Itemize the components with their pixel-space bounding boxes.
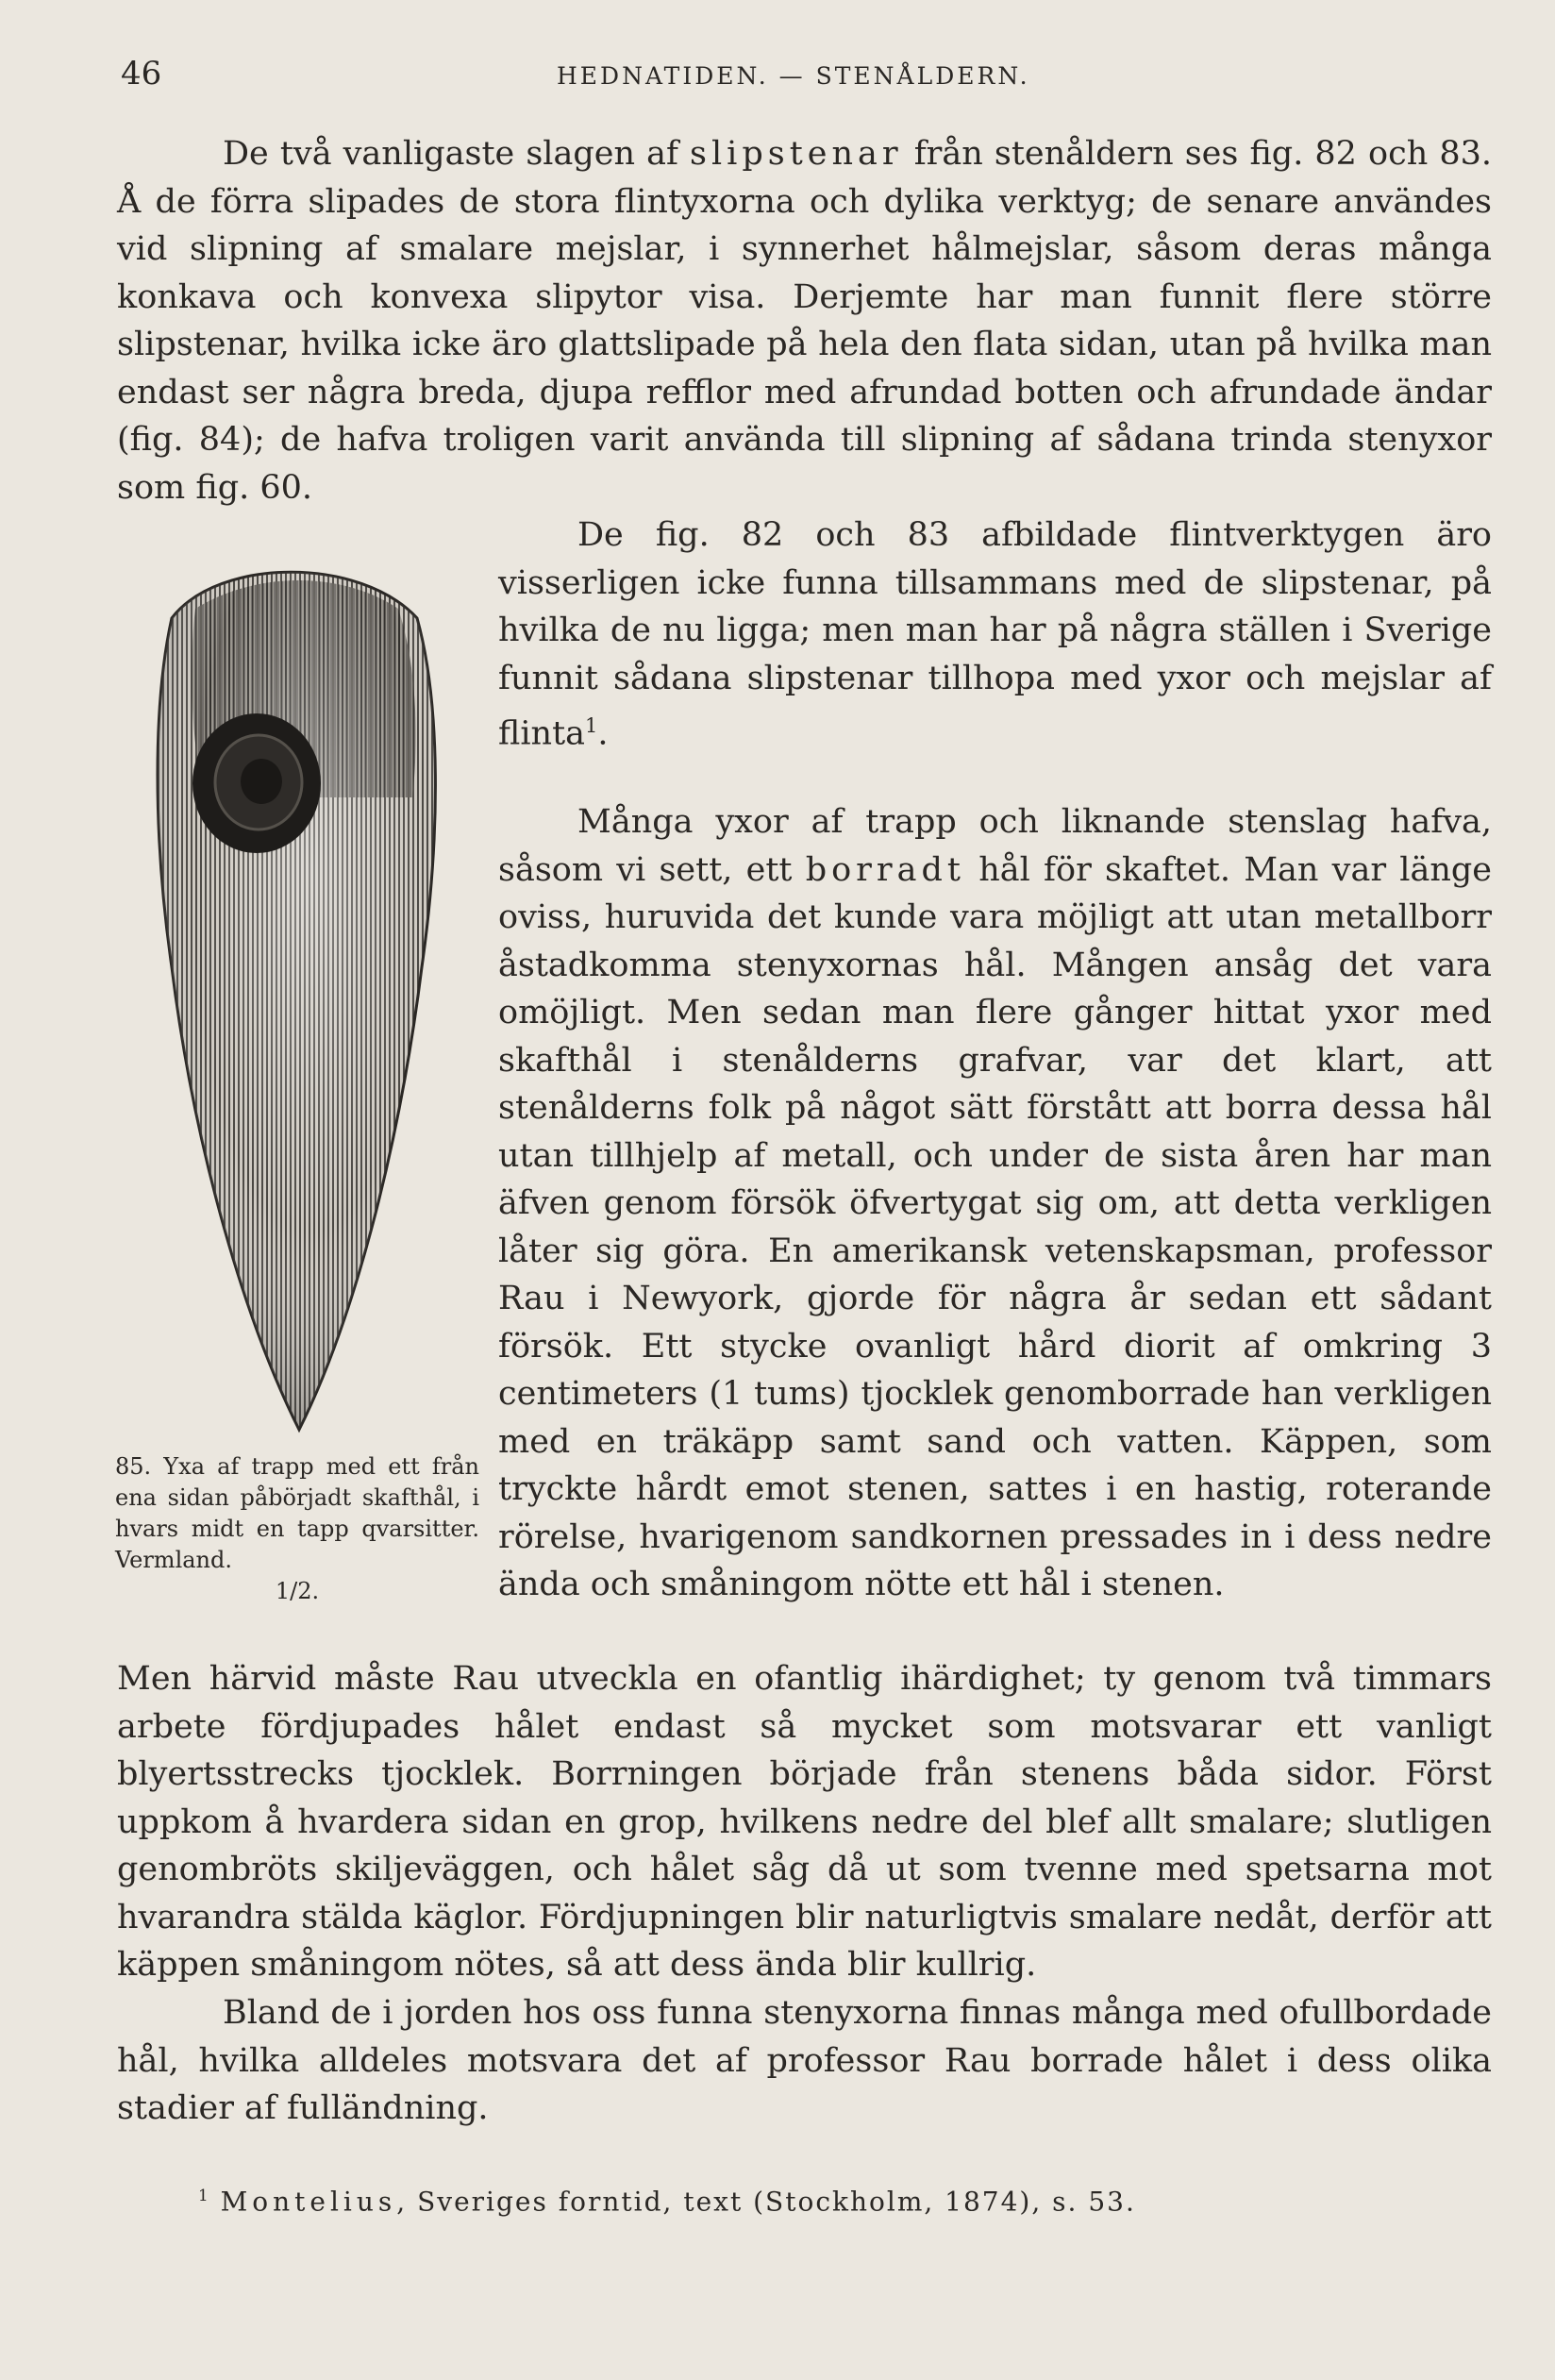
paragraph-4 bbox=[117, 1989, 1492, 2133]
footnote-ref: 1 bbox=[585, 714, 598, 737]
figure-caption bbox=[115, 1451, 479, 1607]
caption-scale: 1/2. bbox=[275, 1578, 320, 1604]
para3-start: Många yxor af trapp och liknande stenslag hafva, såsom vi sett, ett bbox=[498, 803, 1492, 889]
para1-rest: från stenåldern ses fig. 82 och 83. Å de förra slipades de stora flintyxorna och dylika verktyg; de senare användes vid slipning af smalare mejslar, i synnerhet hålmejslar, såsom deras många konkava och konvexa slipytor visa. Derjemte har man funnit flere större slipstenar, hvilka icke äro glattslipade på hela den flata sidan, utan på hvilka man endast ser några breda, djupa refflor med afrundad botten och afrundade ändar (fig. 84); de hafva troligen varit använda till slipning af sådana trinda stenyxor som fig. 60. bbox=[117, 135, 1492, 507]
para4-text: Bland de i jorden hos oss funna stenyxorna finnas många med ofullbordade hål, hvilka alldeles motsvara det af professor Rau borrade hålet i dess olika stadier af fulländning. bbox=[117, 1994, 1492, 2127]
footnote-marker: 1 bbox=[198, 2186, 210, 2204]
page-number: 46 bbox=[121, 55, 162, 92]
running-head: HEDNATIDEN. — STENÅLDERN. bbox=[557, 62, 1030, 90]
stone-axe-illustration bbox=[115, 552, 483, 1439]
para3-rest: hål för skaftet. Man var länge oviss, huruvida det kunde vara möjligt att utan metallborr åstadkomma stenyxornas hål. Mången ansåg det vara omöjligt. Men sedan man flere gånger hittat yxor med skafthål i stenålderns grafvar, var det klart, att stenålderns folk på något sätt förstått att borra dessa hål utan tillhjelp af metall, och under de sista åren har man äfven genom försök öfvertygat sig om, att detta verkligen låter sig göra. En amerikansk vetenskapsman, professor Rau i Newyork, gjorde för några år sedan ett sådant försök. Ett stycke ovanligt hård diorit af omkring 3 centimeters (1 tums) tjocklek genomborrade han verkligen med en träkäpp samt sand och vatten. Käppen, som tryckte hårdt emot stenen, sattes i en hastig, roterande rörelse, hvarigenom sandkornen pressades in i dess nedre ända och småningom nötte ett hål i stenen. bbox=[498, 850, 1492, 1603]
para2-end: . bbox=[597, 714, 609, 753]
para3-emphasis: borradt bbox=[805, 850, 965, 889]
para2-text: De fig. 82 och 83 afbildade flintverktygen äro visserligen icke funna tillsammans med de slipstenar, på hvilka de nu ligga; men man har på några ställen i Sverige funnit sådana slipstenar tillhopa med yxor och mejslar af flinta bbox=[498, 516, 1492, 753]
footnote bbox=[198, 2186, 1425, 2217]
caption-text: 85. Yxa af trapp med ett från ena sidan påbörjadt skafthål, i hvars midt en tapp qvarsitter. Vermland. bbox=[115, 1453, 479, 1573]
paragraph-1 bbox=[117, 130, 1492, 511]
footnote-text: , Sveriges forntid, text (Stockholm, 1874), s. 53. bbox=[396, 2186, 1136, 2218]
para1-start: De två vanligaste slagen af bbox=[223, 135, 690, 173]
paragraph-3 bbox=[498, 798, 1492, 1609]
paragraph-3-continued bbox=[117, 1655, 1492, 1989]
para1-emphasis: slipstenar bbox=[690, 135, 903, 173]
figure-85-axe bbox=[115, 552, 483, 1439]
para3-cont-text: Men härvid måste Rau utveckla en ofantlig ihärdighet; ty genom två timmars arbete fördjupades hålet endast så mycket som motsvarar ett vanligt blyertsstrecks tjocklek. Borrningen började från stenens båda sidor. Först uppkom å hvardera sidan en grop, hvilkens nedre del blef allt smalare; slutligen genombröts skiljeväggen, och hålet såg då ut som tvenne med spetsarna mot hvarandra stälda käglor. Fördjupningen blir naturligtvis smalare nedåt, derför att käppen småningom nötes, så att dess ända blir kullrig. bbox=[117, 1660, 1492, 1984]
footnote-author: Montelius bbox=[220, 2186, 397, 2218]
hole-core bbox=[241, 759, 282, 804]
paragraph-2 bbox=[498, 511, 1492, 758]
page-header bbox=[121, 55, 1489, 102]
